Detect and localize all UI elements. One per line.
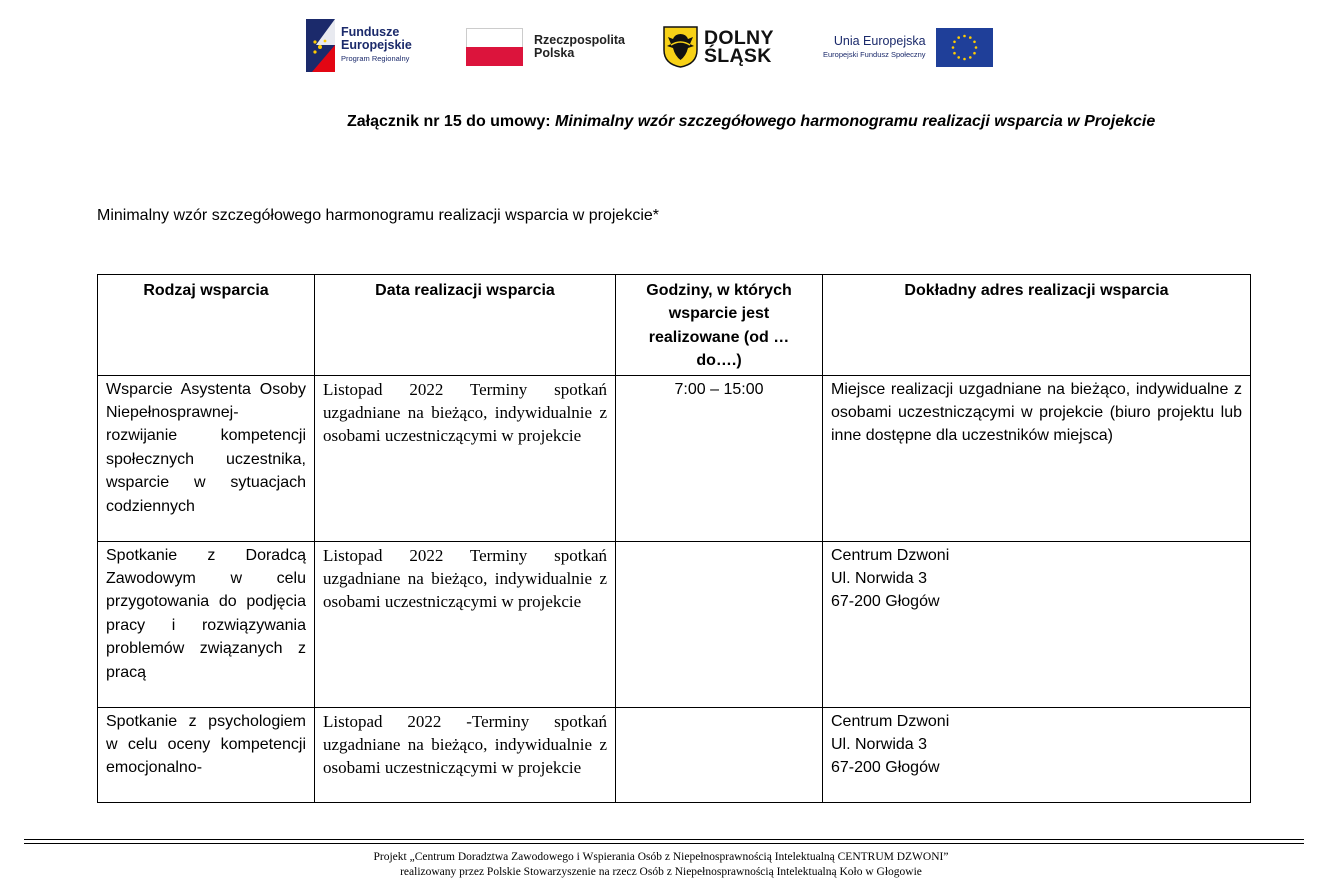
logo-fe-line2: Europejskie — [341, 38, 412, 52]
cell-support-address — [823, 375, 1251, 541]
cell-support-type: Spotkanie z Doradcą Zawodowym w celu przygotowania do podjęcia pracy i rozwiązywania problemów związanych z pracą — [98, 541, 315, 707]
footer-divider — [24, 839, 1304, 840]
address-line: 67-200 Głogów — [831, 593, 940, 611]
logo-fe-line3: Program Regionalny — [341, 54, 410, 63]
address-line: Miejsce realizacji uzgadniane na bieżąco, indywidualne z osobami uczestniczącymi w projekcie (biuro projektu lub inne dostępne dla uczestników miejsca) — [831, 380, 1242, 445]
cell-support-date: Listopad 2022 Terminy spotkań uzgadniane na bieżąco, indywidualnie z osobami uczestniczącymi w projekcie — [315, 375, 616, 541]
eu-flag-icon — [936, 28, 993, 67]
footer-line2: realizowany przez Polskie Stowarzyszenie na rzecz Osób z Niepełnosprawnością Intelektualną Koło w Głogowie — [400, 866, 922, 878]
header-support-type: Rodzaj wsparcia — [98, 275, 315, 376]
logo-fundusze-europejskie — [306, 19, 412, 72]
cell-support-type: Wsparcie Asystenta Osoby Niepełnosprawnej- rozwijanie kompetencji społecznych uczestnika, wsparcie w sytuacjach codziennych — [98, 375, 315, 541]
cell-support-address — [823, 707, 1251, 802]
header-support-hours: Godziny, w których wsparcie jest realizowane (od … do….) — [616, 275, 823, 376]
document-title: Minimalny wzór szczegółowego harmonogramu realizacji wsparcia w projekcie* — [97, 207, 659, 224]
annex-prefix: Załącznik nr 15 do umowy: — [347, 113, 556, 130]
cell-support-type: Spotkanie z psychologiem w celu oceny kompetencji emocjonalno- — [98, 707, 315, 802]
cell-support-hours — [616, 541, 823, 707]
address-line: Centrum Dzwoni — [831, 712, 950, 730]
logo-rp-line1: Rzeczpospolita — [534, 33, 625, 47]
cell-support-hours: 7:00 – 15:00 — [616, 375, 823, 541]
logo-dolny-slask — [663, 26, 774, 68]
logo-ue-line1: Unia Europejska — [833, 33, 926, 48]
logo-ds-line1: DOLNY — [704, 27, 774, 49]
logo-rp-line2: Polska — [534, 46, 575, 60]
header-support-date: Data realizacji wsparcia — [315, 275, 616, 376]
address-line: Ul. Norwida 3 — [831, 736, 928, 754]
fundusze-europejskie-emblem-icon — [306, 19, 335, 72]
logo-ue-line2: Europejski Fundusz Społeczny — [823, 49, 926, 59]
table-row — [98, 375, 1251, 541]
table-row — [98, 541, 1251, 707]
address-line: 67-200 Głogów — [831, 759, 940, 777]
header-support-address: Dokładny adres realizacji wsparcia — [823, 275, 1251, 376]
polish-flag-icon — [466, 28, 523, 66]
eagle-shield-icon — [663, 26, 698, 68]
logo-fe-line1: Fundusze — [341, 25, 400, 39]
footer-line1: Projekt „Centrum Doradztwa Zawodowego i Wspierania Osób z Niepełnosprawnością Intelektualną CENTRUM DZWONI” — [373, 851, 949, 863]
table-row — [98, 707, 1251, 802]
address-line: Ul. Norwida 3 — [831, 570, 928, 588]
logo-rzeczpospolita-polska — [466, 28, 625, 66]
logo-unia-europejska — [823, 28, 993, 67]
logo-ds-line2: ŚLĄSK — [704, 45, 772, 67]
annex-title: Minimalny wzór szczegółowego harmonogramu realizacji wsparcia w Projekcie — [555, 113, 1156, 130]
cell-support-address — [823, 541, 1251, 707]
schedule-table — [97, 274, 1251, 803]
cell-support-date: Listopad 2022 -Terminy spotkań uzgadniane na bieżąco, indywidualnie z osobami uczestniczącymi w projekcie — [315, 707, 616, 802]
footer-divider — [24, 843, 1304, 844]
annex-heading — [347, 113, 1155, 131]
address-line: Centrum Dzwoni — [831, 546, 950, 564]
table-header-row — [98, 275, 1251, 376]
cell-support-date: Listopad 2022 Terminy spotkań uzgadniane na bieżąco, indywidualnie z osobami uczestniczącymi w projekcie — [315, 541, 616, 707]
cell-support-hours — [616, 707, 823, 802]
